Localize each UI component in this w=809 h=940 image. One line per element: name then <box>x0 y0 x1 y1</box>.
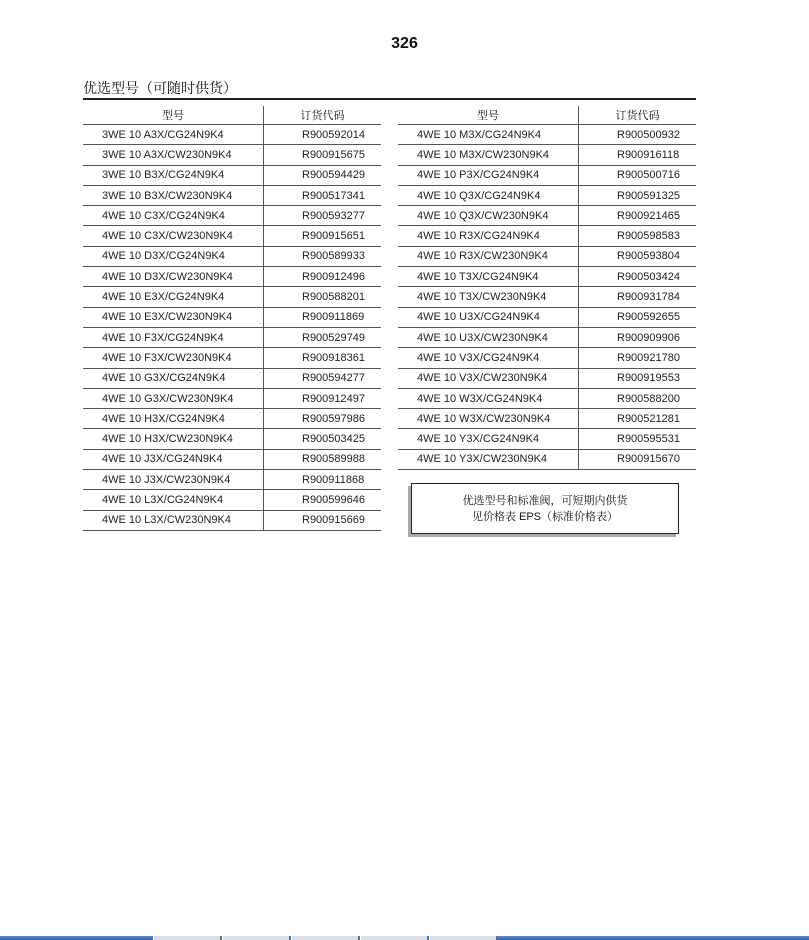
model-cell: 3WE 10 B3X/CW230N9K4 <box>83 185 264 205</box>
section-title: 优选型号（可随时供货） <box>83 80 237 96</box>
table-row <box>398 185 696 205</box>
order-code-cell: R900595531 <box>579 429 697 449</box>
page-number: 326 <box>391 35 418 52</box>
model-cell: 4WE 10 R3X/CW230N9K4 <box>398 246 579 266</box>
model-cell: 4WE 10 Y3X/CW230N9K4 <box>398 449 579 469</box>
order-code-cell: R900592655 <box>579 307 697 327</box>
model-cell: 4WE 10 J3X/CG24N9K4 <box>83 449 264 469</box>
model-cell: 4WE 10 H3X/CW230N9K4 <box>83 429 264 449</box>
table-row <box>398 267 696 287</box>
model-cell: 4WE 10 M3X/CG24N9K4 <box>398 125 579 145</box>
table-row <box>83 490 381 510</box>
order-code-cell: R900598583 <box>579 226 697 246</box>
model-cell: 4WE 10 G3X/CG24N9K4 <box>83 368 264 388</box>
table-row <box>398 348 696 368</box>
taskbar-button[interactable] <box>222 936 290 940</box>
order-code-cell: R900909906 <box>579 327 697 347</box>
table-row <box>83 429 381 449</box>
table-row <box>83 267 381 287</box>
model-cell: 4WE 10 C3X/CG24N9K4 <box>83 206 264 226</box>
model-cell: 3WE 10 A3X/CW230N9K4 <box>83 145 264 165</box>
order-code-cell: R900593804 <box>579 246 697 266</box>
order-code-cell: R900911868 <box>264 470 382 490</box>
model-cell: 4WE 10 Q3X/CG24N9K4 <box>398 185 579 205</box>
model-cell: 4WE 10 M3X/CW230N9K4 <box>398 145 579 165</box>
order-code-cell: R900921780 <box>579 348 697 368</box>
taskbar-button[interactable] <box>153 936 221 940</box>
model-cell: 4WE 10 T3X/CW230N9K4 <box>398 287 579 307</box>
table-row <box>83 449 381 469</box>
order-code-cell: R900593277 <box>264 206 382 226</box>
order-code-cell: R900911869 <box>264 307 382 327</box>
order-code-cell: R900500932 <box>579 125 697 145</box>
model-cell: 4WE 10 C3X/CW230N9K4 <box>83 226 264 246</box>
model-cell: 4WE 10 H3X/CG24N9K4 <box>83 409 264 429</box>
order-code-cell: R900503425 <box>264 429 382 449</box>
taskbar-button[interactable] <box>360 936 428 940</box>
table-row <box>83 409 381 429</box>
order-code-cell: R900912497 <box>264 388 382 408</box>
table-row <box>398 429 696 449</box>
left-table-body <box>83 125 381 531</box>
model-cell: 3WE 10 B3X/CG24N9K4 <box>83 165 264 185</box>
order-code-cell: R900529749 <box>264 327 382 347</box>
table-row <box>398 368 696 388</box>
model-cell: 4WE 10 L3X/CW230N9K4 <box>83 510 264 530</box>
table-row <box>398 226 696 246</box>
table-row <box>83 145 381 165</box>
table-row <box>398 206 696 226</box>
model-cell: 4WE 10 V3X/CW230N9K4 <box>398 368 579 388</box>
taskbar-button[interactable] <box>291 936 359 940</box>
table-row <box>83 510 381 530</box>
order-code-cell: R900521281 <box>579 409 697 429</box>
order-code-cell: R900921465 <box>579 206 697 226</box>
model-cell: 4WE 10 W3X/CG24N9K4 <box>398 388 579 408</box>
model-cell: 4WE 10 Q3X/CW230N9K4 <box>398 206 579 226</box>
model-cell: 4WE 10 E3X/CG24N9K4 <box>83 287 264 307</box>
order-code-cell: R900589988 <box>264 449 382 469</box>
model-cell: 4WE 10 E3X/CW230N9K4 <box>83 307 264 327</box>
availability-note-box <box>411 483 679 534</box>
table-row <box>398 165 696 185</box>
right-table-body <box>398 125 696 470</box>
order-code-cell: R900517341 <box>264 185 382 205</box>
table-row <box>398 388 696 408</box>
model-cell: 4WE 10 W3X/CW230N9K4 <box>398 409 579 429</box>
table-row <box>83 185 381 205</box>
table-row <box>83 388 381 408</box>
model-cell: 4WE 10 Y3X/CG24N9K4 <box>398 429 579 449</box>
note-line-1: 优选型号和标准阀，可短期内供货 <box>462 494 628 507</box>
order-code-cell: R900915651 <box>264 226 382 246</box>
order-code-cell: R900919553 <box>579 368 697 388</box>
order-code-cell: R900599646 <box>264 490 382 510</box>
model-cell: 4WE 10 T3X/CG24N9K4 <box>398 267 579 287</box>
order-code-cell: R900500716 <box>579 165 697 185</box>
table-row <box>398 307 696 327</box>
table-row <box>398 327 696 347</box>
model-cell: 4WE 10 P3X/CG24N9K4 <box>398 165 579 185</box>
model-cell: 4WE 10 J3X/CW230N9K4 <box>83 470 264 490</box>
order-code-cell: R900915675 <box>264 145 382 165</box>
order-code-cell: R900931784 <box>579 287 697 307</box>
table-row <box>83 470 381 490</box>
table-row <box>398 125 696 145</box>
taskbar <box>0 936 809 940</box>
model-cell: 4WE 10 F3X/CG24N9K4 <box>83 327 264 347</box>
order-code-cell: R900592014 <box>264 125 382 145</box>
model-cell: 3WE 10 A3X/CG24N9K4 <box>83 125 264 145</box>
model-cell: 4WE 10 L3X/CG24N9K4 <box>83 490 264 510</box>
table-header-row <box>83 106 381 125</box>
table-row <box>398 409 696 429</box>
order-code-cell: R900594277 <box>264 368 382 388</box>
table-row <box>83 125 381 145</box>
order-code-cell: R900589933 <box>264 246 382 266</box>
table-row <box>83 307 381 327</box>
table-row <box>83 368 381 388</box>
table-row <box>398 287 696 307</box>
table-row <box>83 165 381 185</box>
table-row <box>83 206 381 226</box>
table-row <box>83 226 381 246</box>
order-code-cell: R900591325 <box>579 185 697 205</box>
model-cell: 4WE 10 G3X/CW230N9K4 <box>83 388 264 408</box>
order-code-cell: R900915669 <box>264 510 382 530</box>
model-column-header: 型号 <box>83 106 264 125</box>
order-code-cell: R900594429 <box>264 165 382 185</box>
order-code-cell: R900597986 <box>264 409 382 429</box>
order-code-cell: R900918361 <box>264 348 382 368</box>
order-code-cell: R900916118 <box>579 145 697 165</box>
order-code-cell: R900503424 <box>579 267 697 287</box>
model-cell: 4WE 10 R3X/CG24N9K4 <box>398 226 579 246</box>
title-divider <box>83 98 696 100</box>
model-column-header: 型号 <box>398 106 579 125</box>
order-code-column-header: 订货代码 <box>579 106 697 125</box>
table-row <box>398 246 696 266</box>
order-code-cell: R900588201 <box>264 287 382 307</box>
order-code-column-header: 订货代码 <box>264 106 382 125</box>
table-header-row <box>398 106 696 125</box>
model-cell: 4WE 10 F3X/CW230N9K4 <box>83 348 264 368</box>
order-code-cell: R900912496 <box>264 267 382 287</box>
table-row <box>83 246 381 266</box>
model-cell: 4WE 10 D3X/CW230N9K4 <box>83 267 264 287</box>
table-row <box>83 327 381 347</box>
order-code-cell: R900915670 <box>579 449 697 469</box>
order-code-cell: R900588200 <box>579 388 697 408</box>
left-order-table <box>83 106 381 531</box>
model-cell: 4WE 10 V3X/CG24N9K4 <box>398 348 579 368</box>
table-row <box>398 145 696 165</box>
model-cell: 4WE 10 U3X/CG24N9K4 <box>398 307 579 327</box>
model-cell: 4WE 10 U3X/CW230N9K4 <box>398 327 579 347</box>
right-order-table <box>398 106 696 470</box>
table-row <box>83 348 381 368</box>
table-row <box>398 449 696 469</box>
table-row <box>83 287 381 307</box>
note-line-2: 见价格表 EPS（标准价格表） <box>471 510 619 523</box>
model-cell: 4WE 10 D3X/CG24N9K4 <box>83 246 264 266</box>
taskbar-button[interactable] <box>429 936 497 940</box>
